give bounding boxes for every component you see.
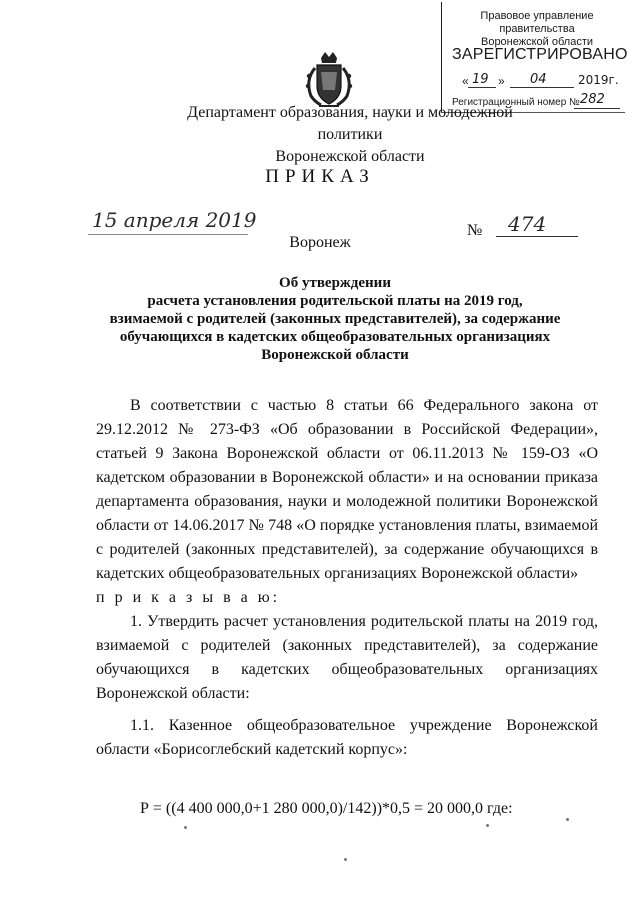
registration-stamp: [441, 2, 628, 113]
stamp-day: 19: [472, 72, 489, 87]
coat-of-arms-icon: [299, 50, 359, 110]
scan-speck: [344, 858, 347, 861]
stamp-year: 2019г.: [578, 73, 619, 87]
stamp-registered-label: ЗАРЕГИСТРИРОВАНО: [452, 46, 628, 63]
order-subject: Об утверждении расчета установления родительской платы на 2019 год, взимаемой с родителей (законных представителей), за содержание обучающихся в кадетских общеобразовательных организациях Воронежской области: [109, 275, 561, 363]
stamp-reg-number-row: Регистрационный номер № 282: [452, 97, 624, 108]
scan-speck: [566, 818, 569, 821]
document-title: ПРИКАЗ: [265, 166, 375, 187]
scan-speck: [486, 824, 489, 827]
scan-speck: [184, 826, 187, 829]
handwritten-date: 15 апреля 2019: [92, 208, 257, 232]
order-number-label: №: [467, 222, 483, 239]
stamp-month: 04: [530, 72, 547, 87]
order-number: 474: [508, 212, 547, 236]
item-1-paragraph: 1. Утвердить расчет установления родительской платы на 2019 год, взимаемой с родителей (законных представителей), за содержание обучающихся в кадетских общеобразовательных организациях Воронежской области:: [96, 613, 598, 702]
city-name: Воронеж: [289, 234, 351, 251]
fee-formula: Р = ((4 400 000,0+1 280 000,0)/142))*0,5 = 20 000,0 где:: [140, 800, 513, 817]
stamp-date: « 19 » 04 2019г.: [462, 72, 619, 88]
order-word: п р и к а з ы в а ю:: [96, 589, 281, 606]
stamp-organization: Правовое управление правительства Воронежской области: [480, 10, 594, 48]
order-body: [96, 394, 598, 762]
item-1-1-paragraph: 1.1. Казенное общеобразовательное учреждение Воронежской области «Борисоглебский кадетский корпус»:: [96, 717, 598, 758]
stamp-reg-number: 282: [580, 92, 605, 107]
department-name: Департамент образования, науки и молодежной политики Воронежской области: [187, 104, 513, 165]
preamble-paragraph: В соответствии с частью 8 статьи 66 Федерального закона от 29.12.2012 № 273-ФЗ «Об образовании в Российской Федерации», статьей 9 Закона Воронежской области от 06.11.2013 № 159-ОЗ «О кадетском образовании в Воронежской области» и на основании приказа департамента образования, науки и молодежной политики Воронежской области от 14.06.2017 № 748 «О порядке установления платы, взимаемой с родителей (законных представителей), за содержание обучающихся в кадетских общеобразовательных организациях Воронежской области»: [96, 397, 598, 582]
